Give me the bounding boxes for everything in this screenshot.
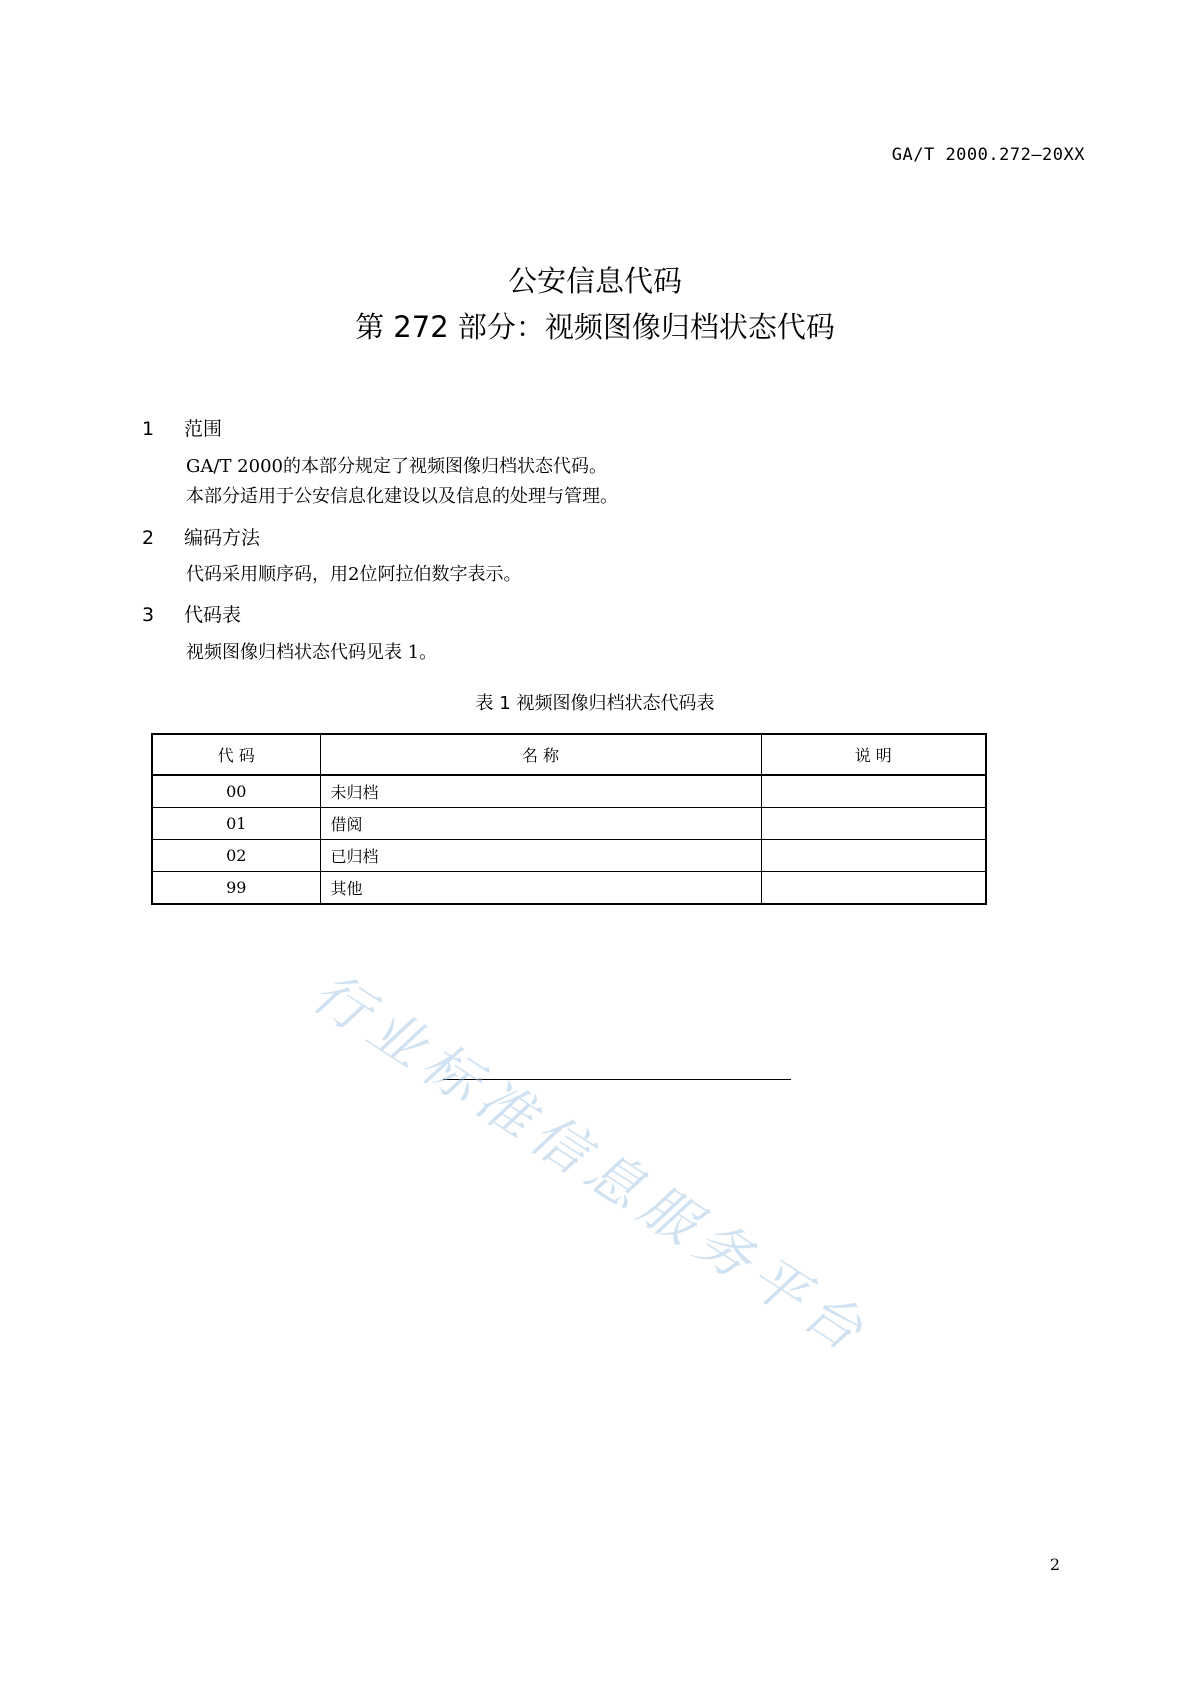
note-cell — [761, 775, 986, 808]
section-3-paragraph-1: 视频图像归档状态代码见表 1。 — [186, 642, 438, 663]
section-1-number: 1 — [142, 418, 155, 440]
section-3-heading — [142, 603, 241, 627]
section-3-number: 3 — [142, 604, 155, 626]
code-cell: 02 — [152, 840, 320, 872]
section-2-title: 编码方法 — [184, 527, 261, 549]
standard-number: GA/T 2000.272—20XX — [891, 145, 1085, 165]
section-2-number: 2 — [142, 527, 155, 549]
document-title — [0, 258, 1190, 350]
table-row — [152, 840, 986, 872]
section-3-title: 代码表 — [184, 604, 242, 626]
section-1-paragraph-1: GA/T 2000的本部分规定了视频图像归档状态代码。 — [186, 456, 607, 477]
watermark: 行业标准信息服务平台 — [301, 959, 882, 1368]
section-2-heading — [142, 526, 260, 550]
table-header-row — [152, 734, 986, 775]
title-line-1: 公安信息代码 — [507, 264, 682, 298]
name-cell: 已归档 — [320, 840, 761, 872]
section-1-paragraph-2: 本部分适用于公安信息化建设以及信息的处理与管理。 — [186, 486, 618, 507]
end-of-document-line — [443, 1079, 791, 1080]
page-number: 2 — [1049, 1555, 1060, 1574]
table-row — [152, 872, 986, 905]
header-name: 名 称 — [320, 734, 761, 775]
note-cell — [761, 808, 986, 840]
code-cell: 99 — [152, 872, 320, 905]
title-line-2: 第 272 部分：视频图像归档状态代码 — [355, 310, 835, 344]
code-table — [151, 733, 987, 905]
header-code: 代 码 — [152, 734, 320, 775]
section-1-title: 范围 — [184, 418, 223, 440]
section-1-heading — [142, 417, 222, 441]
table-caption: 表 1 视频图像归档状态代码表 — [475, 693, 715, 714]
header-note: 说 明 — [761, 734, 986, 775]
section-2-paragraph-1: 代码采用顺序码，用2位阿拉伯数字表示。 — [186, 564, 522, 585]
note-cell — [761, 872, 986, 905]
code-cell: 01 — [152, 808, 320, 840]
code-cell: 00 — [152, 775, 320, 808]
table-row — [152, 775, 986, 808]
name-cell: 未归档 — [320, 775, 761, 808]
note-cell — [761, 840, 986, 872]
name-cell: 借阅 — [320, 808, 761, 840]
table-row — [152, 808, 986, 840]
name-cell: 其他 — [320, 872, 761, 905]
